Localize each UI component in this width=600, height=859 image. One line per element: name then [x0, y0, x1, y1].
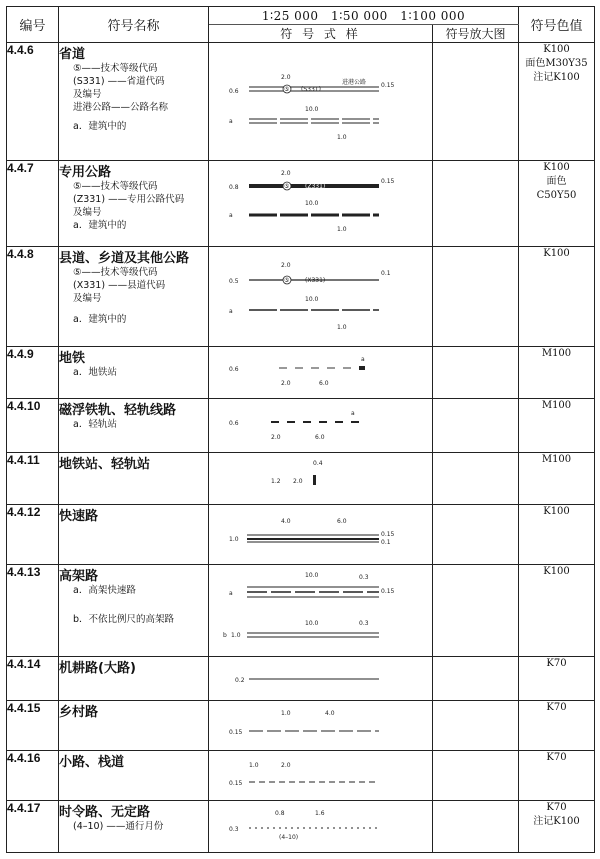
elevated-road-symbol — [209, 565, 432, 655]
row-code: 4.4.16 — [7, 751, 59, 801]
row-code: 4.4.12 — [7, 505, 59, 565]
width-label: 0.6 — [229, 420, 239, 427]
enlarged-cell — [433, 247, 519, 347]
width-label: 1.0 — [229, 536, 239, 543]
header-style: 符 号 式 样 — [209, 25, 433, 43]
symbol-sample — [209, 347, 433, 399]
table-row — [7, 247, 595, 347]
row-name-cell — [59, 161, 209, 247]
enlarged-cell — [433, 565, 519, 657]
color-value: K100 — [543, 248, 570, 259]
provincial-road-symbol — [209, 43, 432, 159]
symbol-sample — [209, 505, 433, 565]
row-desc-line: (X331) ——县道代码 — [73, 280, 166, 291]
gap-label: 2.0 — [281, 262, 291, 269]
segment-label: 10.0 — [305, 572, 319, 579]
table-row — [7, 751, 595, 801]
row-name: 地铁站、轻轨站 — [59, 457, 151, 472]
row-desc-line: ⑤——技术等级代码 — [73, 181, 158, 192]
size-label: 2.0 — [293, 478, 303, 485]
a-label: a — [351, 410, 355, 417]
color-cell — [519, 453, 595, 505]
gap-label: 1.6 — [315, 810, 325, 817]
header-scales: 1∶25 000 1∶50 000 1∶100 000 — [209, 7, 519, 25]
thickness-label: 0.15 — [381, 531, 395, 538]
symbol-sample — [209, 43, 433, 161]
width-label: 0.2 — [235, 677, 245, 684]
symbol-sample — [209, 247, 433, 347]
color-cell — [519, 505, 595, 565]
station-icon — [359, 366, 365, 370]
symbol-sample — [209, 801, 433, 853]
road-code-label: (Z331) — [305, 183, 326, 190]
end-label: 1.0 — [337, 324, 347, 331]
subway-symbol — [209, 347, 432, 397]
row-desc-line: (S331) ——省道代码 — [73, 76, 165, 87]
symbol-sample — [209, 565, 433, 657]
thickness-label: 0.1 — [381, 539, 391, 546]
village-road-symbol — [209, 701, 432, 749]
gap-label: 2.0 — [281, 74, 291, 81]
station-icon — [313, 475, 316, 485]
color-cell — [519, 161, 595, 247]
color-cell — [519, 565, 595, 657]
header-name: 符号名称 — [59, 7, 209, 43]
row-name-cell — [59, 751, 209, 801]
enlarged-cell — [433, 751, 519, 801]
enlarged-cell — [433, 453, 519, 505]
road-code-label: (S331) — [301, 86, 321, 93]
dash-label: 2.0 — [271, 434, 281, 441]
row-name: 专用公路 — [59, 165, 112, 180]
color-cell — [519, 801, 595, 853]
thickness-label: 0.15 — [381, 82, 395, 89]
row-code: 4.4.14 — [7, 657, 59, 701]
symbol-sample — [209, 751, 433, 801]
width-label: 0.3 — [229, 826, 239, 833]
table-row — [7, 657, 595, 701]
header-row — [7, 7, 595, 25]
table-row — [7, 505, 595, 565]
width-label: 1.0 — [231, 632, 241, 639]
row-name: 地铁 — [59, 351, 86, 366]
color-value: 注记K100 — [533, 816, 580, 827]
color-cell — [519, 43, 595, 161]
enlarged-cell — [433, 43, 519, 161]
symbol-sample — [209, 453, 433, 505]
month-label: (4–10) — [279, 834, 299, 841]
row-name-cell — [59, 399, 209, 453]
table-row — [7, 565, 595, 657]
spacing-label: 0.3 — [359, 620, 369, 627]
station-symbol — [209, 453, 432, 503]
row-name: 高架路 — [59, 569, 99, 584]
color-value: 面色 — [546, 176, 567, 187]
row-code: 4.4.6 — [7, 43, 59, 161]
table-row — [7, 701, 595, 751]
symbol-table — [6, 6, 595, 853]
end-label: 1.0 — [337, 134, 347, 141]
size-label: 1.2 — [271, 478, 281, 485]
width-label: 0.5 — [229, 278, 239, 285]
color-cell — [519, 701, 595, 751]
row-name: 小路、栈道 — [59, 755, 125, 770]
row-note: b．不依比例尺的高架路 — [73, 614, 175, 625]
tractor-road-symbol — [209, 657, 432, 699]
symbol-sample — [209, 399, 433, 453]
table-row — [7, 399, 595, 453]
trail-symbol — [209, 751, 432, 799]
color-value: 注记K100 — [533, 72, 580, 83]
symbol-sample — [209, 161, 433, 247]
row-name-cell — [59, 565, 209, 657]
symbol-sample — [209, 701, 433, 751]
table-row — [7, 43, 595, 161]
table-row — [7, 347, 595, 399]
row-desc-line: (Z331) ——专用公路代码 — [73, 194, 185, 205]
segment-label: 10.0 — [305, 106, 319, 113]
color-value: M100 — [541, 400, 572, 411]
color-value: K100 — [543, 566, 570, 577]
enlarged-cell — [433, 161, 519, 247]
row-code: 4.4.10 — [7, 399, 59, 453]
color-value: C50Y50 — [536, 190, 577, 201]
dash-label: 1.0 — [249, 762, 259, 769]
b-label: b — [223, 632, 227, 639]
row-desc-line: 及编号 — [73, 89, 102, 100]
grade-code: ⑤ — [284, 86, 290, 93]
color-value: K70 — [546, 702, 567, 713]
enlarged-cell — [433, 801, 519, 853]
seasonal-road-symbol — [209, 801, 432, 851]
row-code: 4.4.13 — [7, 565, 59, 657]
color-value: M100 — [541, 454, 572, 465]
enlarged-cell — [433, 347, 519, 399]
color-cell — [519, 399, 595, 453]
row-desc-line: 及编号 — [73, 293, 102, 304]
color-cell — [519, 347, 595, 399]
a-label: a — [229, 118, 233, 125]
gap-label: 2.0 — [281, 762, 291, 769]
row-name-cell — [59, 505, 209, 565]
dash-label: 2.0 — [281, 380, 291, 387]
grade-code: ⑤ — [284, 183, 290, 190]
width-label: 0.6 — [229, 88, 239, 95]
gap-label: 6.0 — [319, 380, 329, 387]
row-note: a．建筑中的 — [73, 121, 127, 132]
color-value: K100 — [543, 506, 570, 517]
expressway-symbol — [209, 505, 432, 563]
row-name-cell — [59, 701, 209, 751]
row-name-cell — [59, 801, 209, 853]
row-code: 4.4.17 — [7, 801, 59, 853]
table-row — [7, 453, 595, 505]
table-row — [7, 801, 595, 853]
color-cell — [519, 751, 595, 801]
width-label: 0.8 — [229, 184, 239, 191]
color-value: K70 — [546, 658, 567, 669]
symbol-sample — [209, 657, 433, 701]
row-note: a．轻轨站 — [73, 419, 117, 430]
row-desc-line: (4–10) ——通行月份 — [73, 821, 164, 832]
dash-label: 4.0 — [281, 518, 291, 525]
dash-label: 1.0 — [281, 710, 291, 717]
dash-label: 6.0 — [337, 518, 347, 525]
row-name: 时令路、无定路 — [59, 805, 151, 820]
width-label: 0.15 — [229, 780, 243, 787]
grade-code: ⑤ — [284, 277, 290, 284]
row-name: 机耕路(大路) — [59, 661, 136, 676]
segment-label: 10.0 — [305, 620, 319, 627]
row-desc-line: 进港公路——公路名称 — [73, 102, 169, 113]
row-desc-line: ⑤——技术等级代码 — [73, 63, 158, 74]
color-cell — [519, 247, 595, 347]
row-note: a．建筑中的 — [73, 220, 127, 231]
row-name-cell — [59, 247, 209, 347]
county-road-symbol — [209, 247, 432, 345]
color-value: 面色M30Y35 — [525, 58, 588, 69]
maglev-symbol — [209, 399, 432, 451]
width-label: 0.15 — [229, 729, 243, 736]
row-desc-line: ⑤——技术等级代码 — [73, 267, 158, 278]
table-row — [7, 161, 595, 247]
color-value: K100 — [543, 162, 570, 173]
header-color: 符号色值 — [519, 7, 595, 43]
row-name: 快速路 — [59, 509, 99, 524]
enlarged-cell — [433, 399, 519, 453]
gap-label: 4.0 — [325, 710, 335, 717]
row-name: 县道、乡道及其他公路 — [59, 251, 190, 266]
color-value: K70 — [546, 802, 567, 813]
special-road-symbol — [209, 161, 432, 245]
color-value: M100 — [541, 348, 572, 359]
row-note: a．地铁站 — [73, 367, 117, 378]
segment-label: 10.0 — [305, 200, 319, 207]
road-name-label: 进港公路 — [342, 79, 367, 86]
row-code: 4.4.8 — [7, 247, 59, 347]
header-enlarged: 符号放大图 — [433, 25, 519, 43]
header-code: 编号 — [7, 7, 59, 43]
row-name-cell — [59, 43, 209, 161]
row-name: 省道 — [59, 47, 86, 62]
dash-label: 0.8 — [275, 810, 285, 817]
thickness-label: 0.15 — [381, 178, 395, 185]
segment-label: 10.0 — [305, 296, 319, 303]
row-code: 4.4.11 — [7, 453, 59, 505]
thickness-label: 0.15 — [381, 588, 395, 595]
enlarged-cell — [433, 657, 519, 701]
gap-label: 6.0 — [315, 434, 325, 441]
row-name: 磁浮铁轨、轻轨线路 — [59, 403, 177, 418]
a-label: a — [229, 590, 233, 597]
row-note: a．高架快速路 — [73, 585, 136, 596]
a-label: a — [229, 212, 233, 219]
width-label: 0.6 — [229, 366, 239, 373]
row-code: 4.4.7 — [7, 161, 59, 247]
row-desc-line: 及编号 — [73, 207, 102, 218]
color-value: K70 — [546, 752, 567, 763]
a-label: a — [229, 308, 233, 315]
row-name-cell — [59, 453, 209, 505]
enlarged-cell — [433, 701, 519, 751]
spacing-label: 0.3 — [359, 574, 369, 581]
row-name-cell — [59, 347, 209, 399]
color-cell — [519, 657, 595, 701]
row-code: 4.4.9 — [7, 347, 59, 399]
row-code: 4.4.15 — [7, 701, 59, 751]
color-value: K100 — [543, 44, 570, 55]
enlarged-cell — [433, 505, 519, 565]
row-note: a．建筑中的 — [73, 314, 127, 325]
row-name-cell — [59, 657, 209, 701]
top-label: 0.4 — [313, 460, 323, 467]
a-label: a — [361, 356, 365, 363]
road-code-label: (X331) — [305, 277, 326, 284]
thickness-label: 0.1 — [381, 270, 391, 277]
gap-label: 2.0 — [281, 170, 291, 177]
end-label: 1.0 — [337, 226, 347, 233]
row-name: 乡村路 — [59, 705, 99, 720]
